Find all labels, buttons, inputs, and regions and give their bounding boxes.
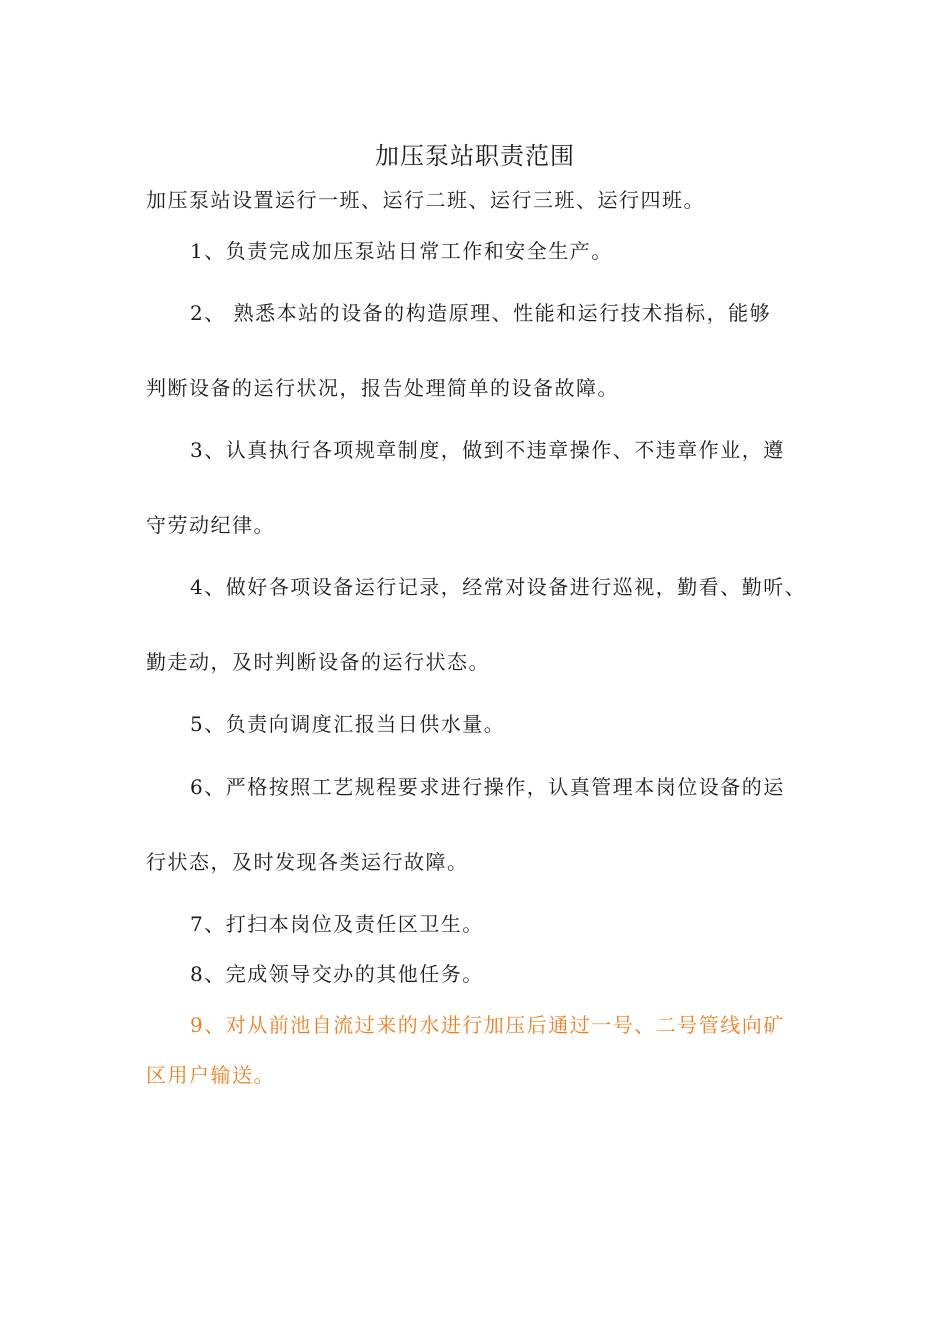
duty-item-4-line-1: 4、做好各项设备运行记录，经常对设备进行巡视，勤看、勤听、 <box>190 575 807 599</box>
duty-item-3-line-2: 守劳动纪律。 <box>146 513 275 537</box>
duty-item-9-line-2: 区用户输送。 <box>146 1063 275 1087</box>
intro-text: 加压泵站设置运行一班、运行二班、运行三班、运行四班。 <box>146 188 705 212</box>
duty-item-1: 1、负责完成加压泵站日常工作和安全生产。 <box>190 239 613 263</box>
duty-item-6-line-2: 行状态，及时发现各类运行故障。 <box>146 850 469 874</box>
duty-item-8: 8、完成领导交办的其他任务。 <box>190 962 484 986</box>
duty-item-2-line-1: 2、 熟悉本站的设备的构造原理、性能和运行技术指标，能够 <box>190 301 772 325</box>
duty-item-2-line-2: 判断设备的运行状况，报告处理简单的设备故障。 <box>146 376 619 400</box>
duty-item-9-line-1: 9、对从前池自流过来的水进行加压后通过一号、二号管线向矿 <box>190 1013 785 1037</box>
duty-item-5: 5、负责向调度汇报当日供水量。 <box>190 712 506 736</box>
duty-item-4-line-2: 勤走动，及时判断设备的运行状态。 <box>146 650 490 674</box>
duty-item-7: 7、打扫本岗位及责任区卫生。 <box>190 912 484 936</box>
duty-item-3-line-1: 3、认真执行各项规章制度，做到不违章操作、不违章作业，遵 <box>190 438 785 462</box>
document-title: 加压泵站职责范围 <box>375 142 575 170</box>
duty-item-6-line-1: 6、严格按照工艺规程要求进行操作，认真管理本岗位设备的运 <box>190 775 785 799</box>
